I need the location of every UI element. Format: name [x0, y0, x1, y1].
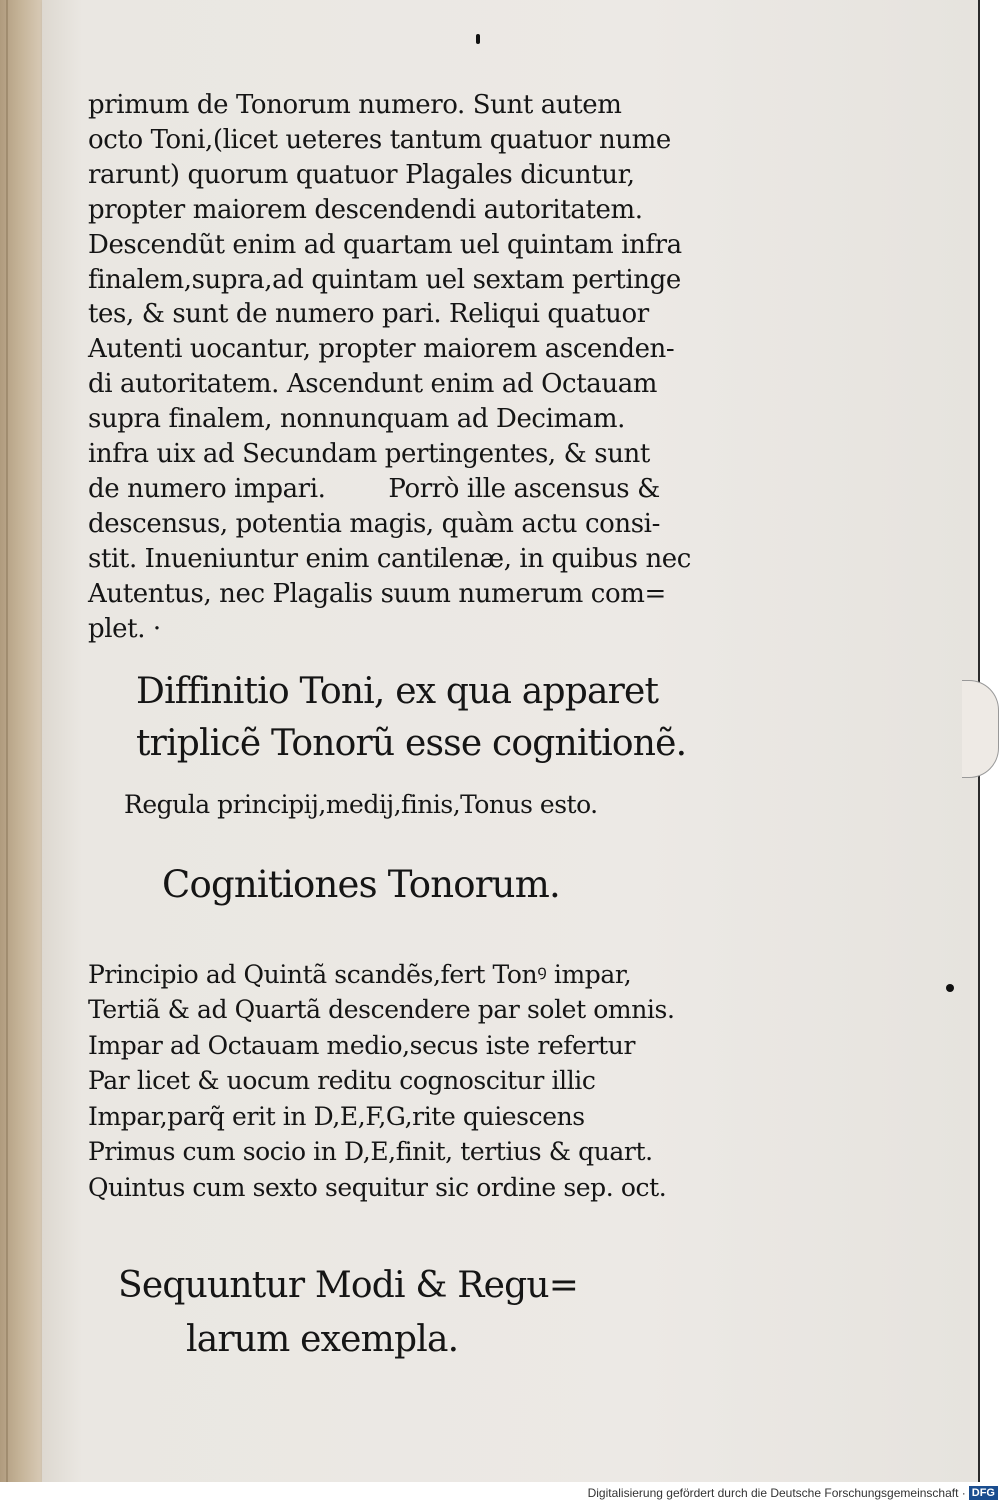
- digitization-footer: [0, 1484, 1000, 1504]
- verse-block: [88, 957, 948, 1206]
- text-line: infra uix ad Secundam pertingentes, & sunt: [88, 439, 650, 470]
- verse-line: Impar,parq̃ erit in D,E,F,G,rite quiescens: [88, 1101, 585, 1131]
- page-edge: [6, 0, 8, 1482]
- verse-line: Principio ad Quintã scandẽs,fert Tonꝰ impar,: [88, 959, 632, 989]
- verse-line: Impar ad Octauam medio,secus iste refertur: [88, 1030, 636, 1060]
- page-tab-notch: [962, 680, 999, 778]
- ink-mark: [476, 34, 480, 44]
- verse-line: Par licet & uocum reditu cognoscitur illic: [88, 1066, 596, 1096]
- rule-line: Regula principij,medij,finis,Tonus esto.: [124, 789, 598, 819]
- text-line: Descendũt enim ad quartam uel quintam infra: [88, 229, 682, 260]
- text-line: primum de Tonorum numero. Sunt autem: [88, 90, 622, 120]
- body-paragraph: [88, 88, 948, 647]
- heading-cognitiones: Cognitiones Tonorum.: [162, 862, 560, 906]
- verse-line: Quintus cum sexto sequitur sic ordine sep. oct.: [88, 1173, 667, 1203]
- text-line: supra finalem, nonnunquam ad Decimam.: [88, 404, 625, 435]
- text-line: Autenti uocantur, propter maiorem ascenden-: [88, 334, 675, 365]
- text-line: finalem,supra,ad quintam uel sextam pertinge: [88, 264, 681, 295]
- page-text: [88, 88, 948, 1366]
- text-line: stit. Inueniuntur enim cantilenæ, in quibus nec: [88, 543, 691, 574]
- text-line: octo Toni,(licet ueteres tantum quatuor nume: [88, 124, 671, 155]
- heading-sequuntur-line-1: Sequuntur Modi & Regu=: [118, 1264, 579, 1306]
- text-line: de numero impari. Porrò ille ascensus &: [88, 473, 660, 504]
- text-line: descensus, potentia magis, quàm actu consi-: [88, 508, 660, 539]
- text-line: propter maiorem descendendi autoritatem.: [88, 194, 643, 225]
- heading-diffinitio-line-2: triplicẽ Tonorũ esse cognitionẽ.: [136, 722, 687, 764]
- verse-line: Tertiã & ad Quartã descendere par solet omnis.: [88, 995, 675, 1025]
- verse-line: Primus cum socio in D,E,finit, tertius & quart.: [88, 1137, 653, 1167]
- heading-sequuntur-line-2: larum exempla.: [186, 1318, 459, 1360]
- heading-diffinitio-line-1: Diffinitio Toni, ex qua apparet: [136, 670, 659, 712]
- text-line: di autoritatem. Ascendunt enim ad Octauam: [88, 369, 658, 400]
- text-line: Autentus, nec Plagalis suum numerum com=: [88, 578, 666, 609]
- footer-credit-text: Digitalisierung gefördert durch die Deutsche Forschungsgemeinschaft ·: [587, 1486, 966, 1500]
- text-line: rarunt) quorum quatuor Plagales dicuntur,: [88, 159, 635, 190]
- text-line: tes, & sunt de numero pari. Reliqui quatuor: [88, 299, 649, 330]
- dfg-logo: DFG: [969, 1486, 998, 1500]
- text-line: plet. ·: [88, 613, 161, 644]
